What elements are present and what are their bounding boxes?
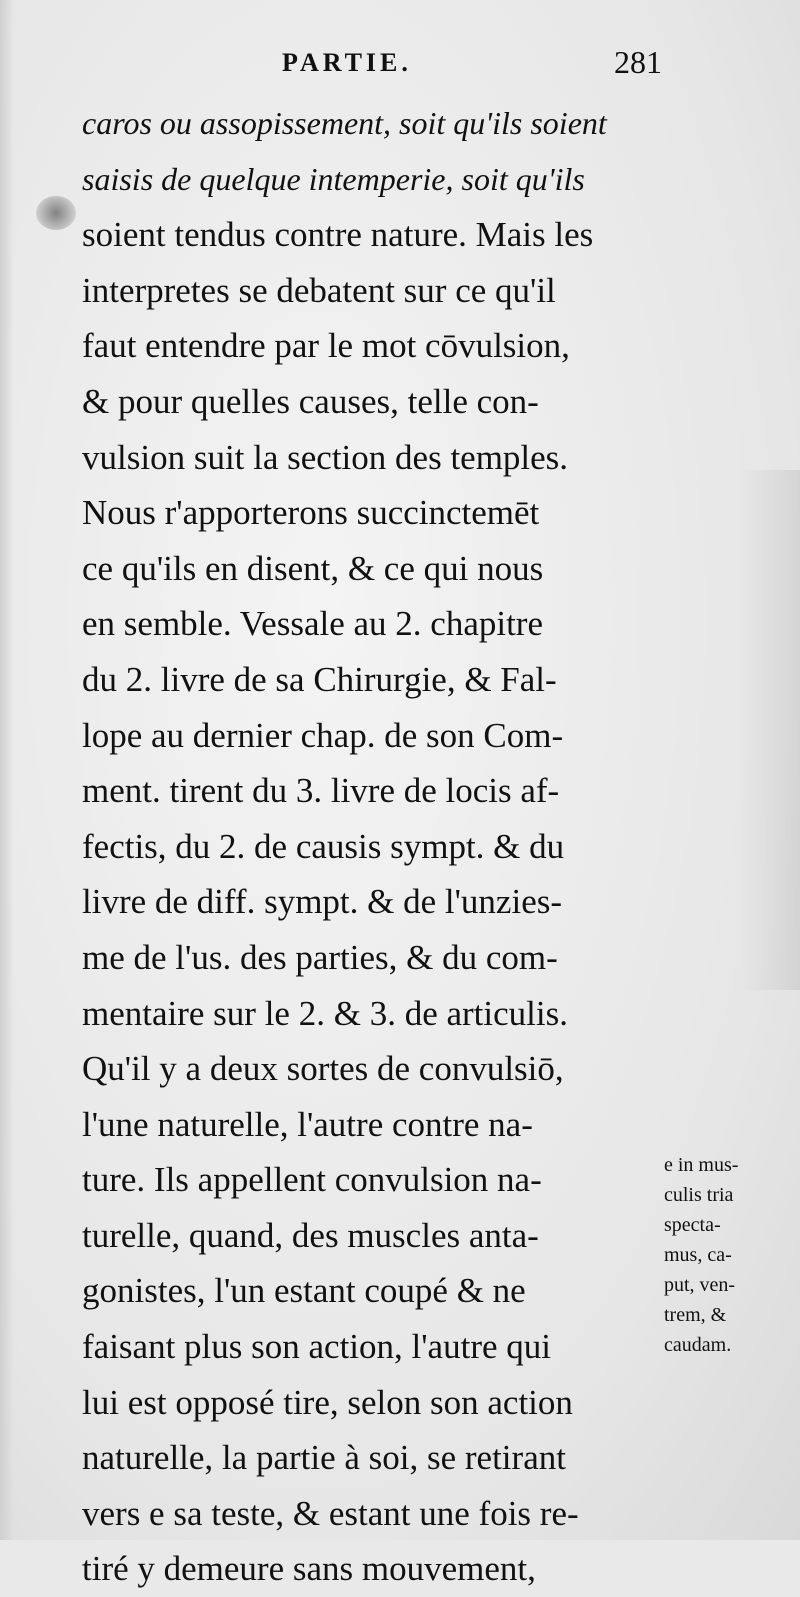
page-number: 281: [614, 44, 662, 80]
text-line: ment. tirent du 3. livre de locis af-: [82, 771, 560, 811]
text-line: faut entendre par le mot cōvulsion,: [82, 326, 570, 366]
text-line: en semble. Vessale au 2. chapitre: [82, 604, 543, 644]
marginal-note-line: e in mus-: [664, 1154, 739, 1176]
text-line: Nous r'apporterons succinctemēt: [82, 493, 540, 533]
running-head: PARTIE.: [282, 48, 412, 77]
main-text-block: [82, 96, 672, 1597]
marginal-note-line: mus, ca-: [664, 1244, 732, 1266]
text-line: & pour quelles causes, telle con-: [82, 381, 539, 421]
text-line: caros ou assopissement, soit qu'ils soient: [82, 105, 607, 141]
text-line: naturelle, la partie à soi, se retirant: [82, 1438, 566, 1478]
text-line: ce qu'ils en disent, & ce qui nous: [82, 548, 544, 588]
text-line: fectis, du 2. de causis sympt. & du: [82, 826, 565, 866]
bleed-through-shadow: [740, 470, 800, 990]
text-line: turelle, quand, des muscles anta-: [82, 1215, 539, 1255]
text-line: du 2. livre de sa Chirurgie, & Fal-: [82, 659, 557, 699]
marginal-note-line: specta-: [664, 1214, 721, 1236]
marginal-note: [664, 1150, 774, 1360]
page-header: [0, 44, 800, 88]
text-line: lui est opposé tire, selon son action: [82, 1382, 573, 1422]
text-line: l'une naturelle, l'autre contre na-: [82, 1104, 533, 1144]
text-line: lope au dernier chap. de son Com-: [82, 715, 564, 755]
text-line: interpretes se debatent sur ce qu'il: [82, 270, 556, 310]
text-line: soient tendus contre nature. Mais les: [82, 215, 594, 255]
text-line: mentaire sur le 2. & 3. de articulis.: [82, 993, 568, 1033]
text-line: ture. Ils appellent convulsion na-: [82, 1160, 542, 1200]
marginal-note-line: culis tria: [664, 1184, 734, 1206]
ink-smudge: [36, 196, 76, 230]
text-line: tiré y demeure sans mouvement,: [82, 1549, 536, 1589]
marginal-note-line: caudam.: [664, 1334, 732, 1356]
marginal-note-line: trem, &: [664, 1304, 727, 1326]
text-line: me de l'us. des parties, & du com-: [82, 937, 558, 977]
text-line: vers e sa teste, & estant une fois re-: [82, 1493, 579, 1533]
text-line: Qu'il y a deux sortes de convulsiō,: [82, 1049, 564, 1089]
marginal-note-line: put, ven-: [664, 1274, 736, 1296]
text-line: saisis de quelque intemperie, soit qu'ils: [82, 160, 585, 197]
text-line: faisant plus son action, l'autre qui: [82, 1327, 551, 1367]
page-edge-shadow: [0, 0, 14, 1540]
text-line: gonistes, l'un estant coupé & ne: [82, 1271, 526, 1311]
text-line: vulsion suit la section des temples.: [82, 437, 569, 477]
text-line: livre de diff. sympt. & de l'unzies-: [82, 882, 563, 922]
